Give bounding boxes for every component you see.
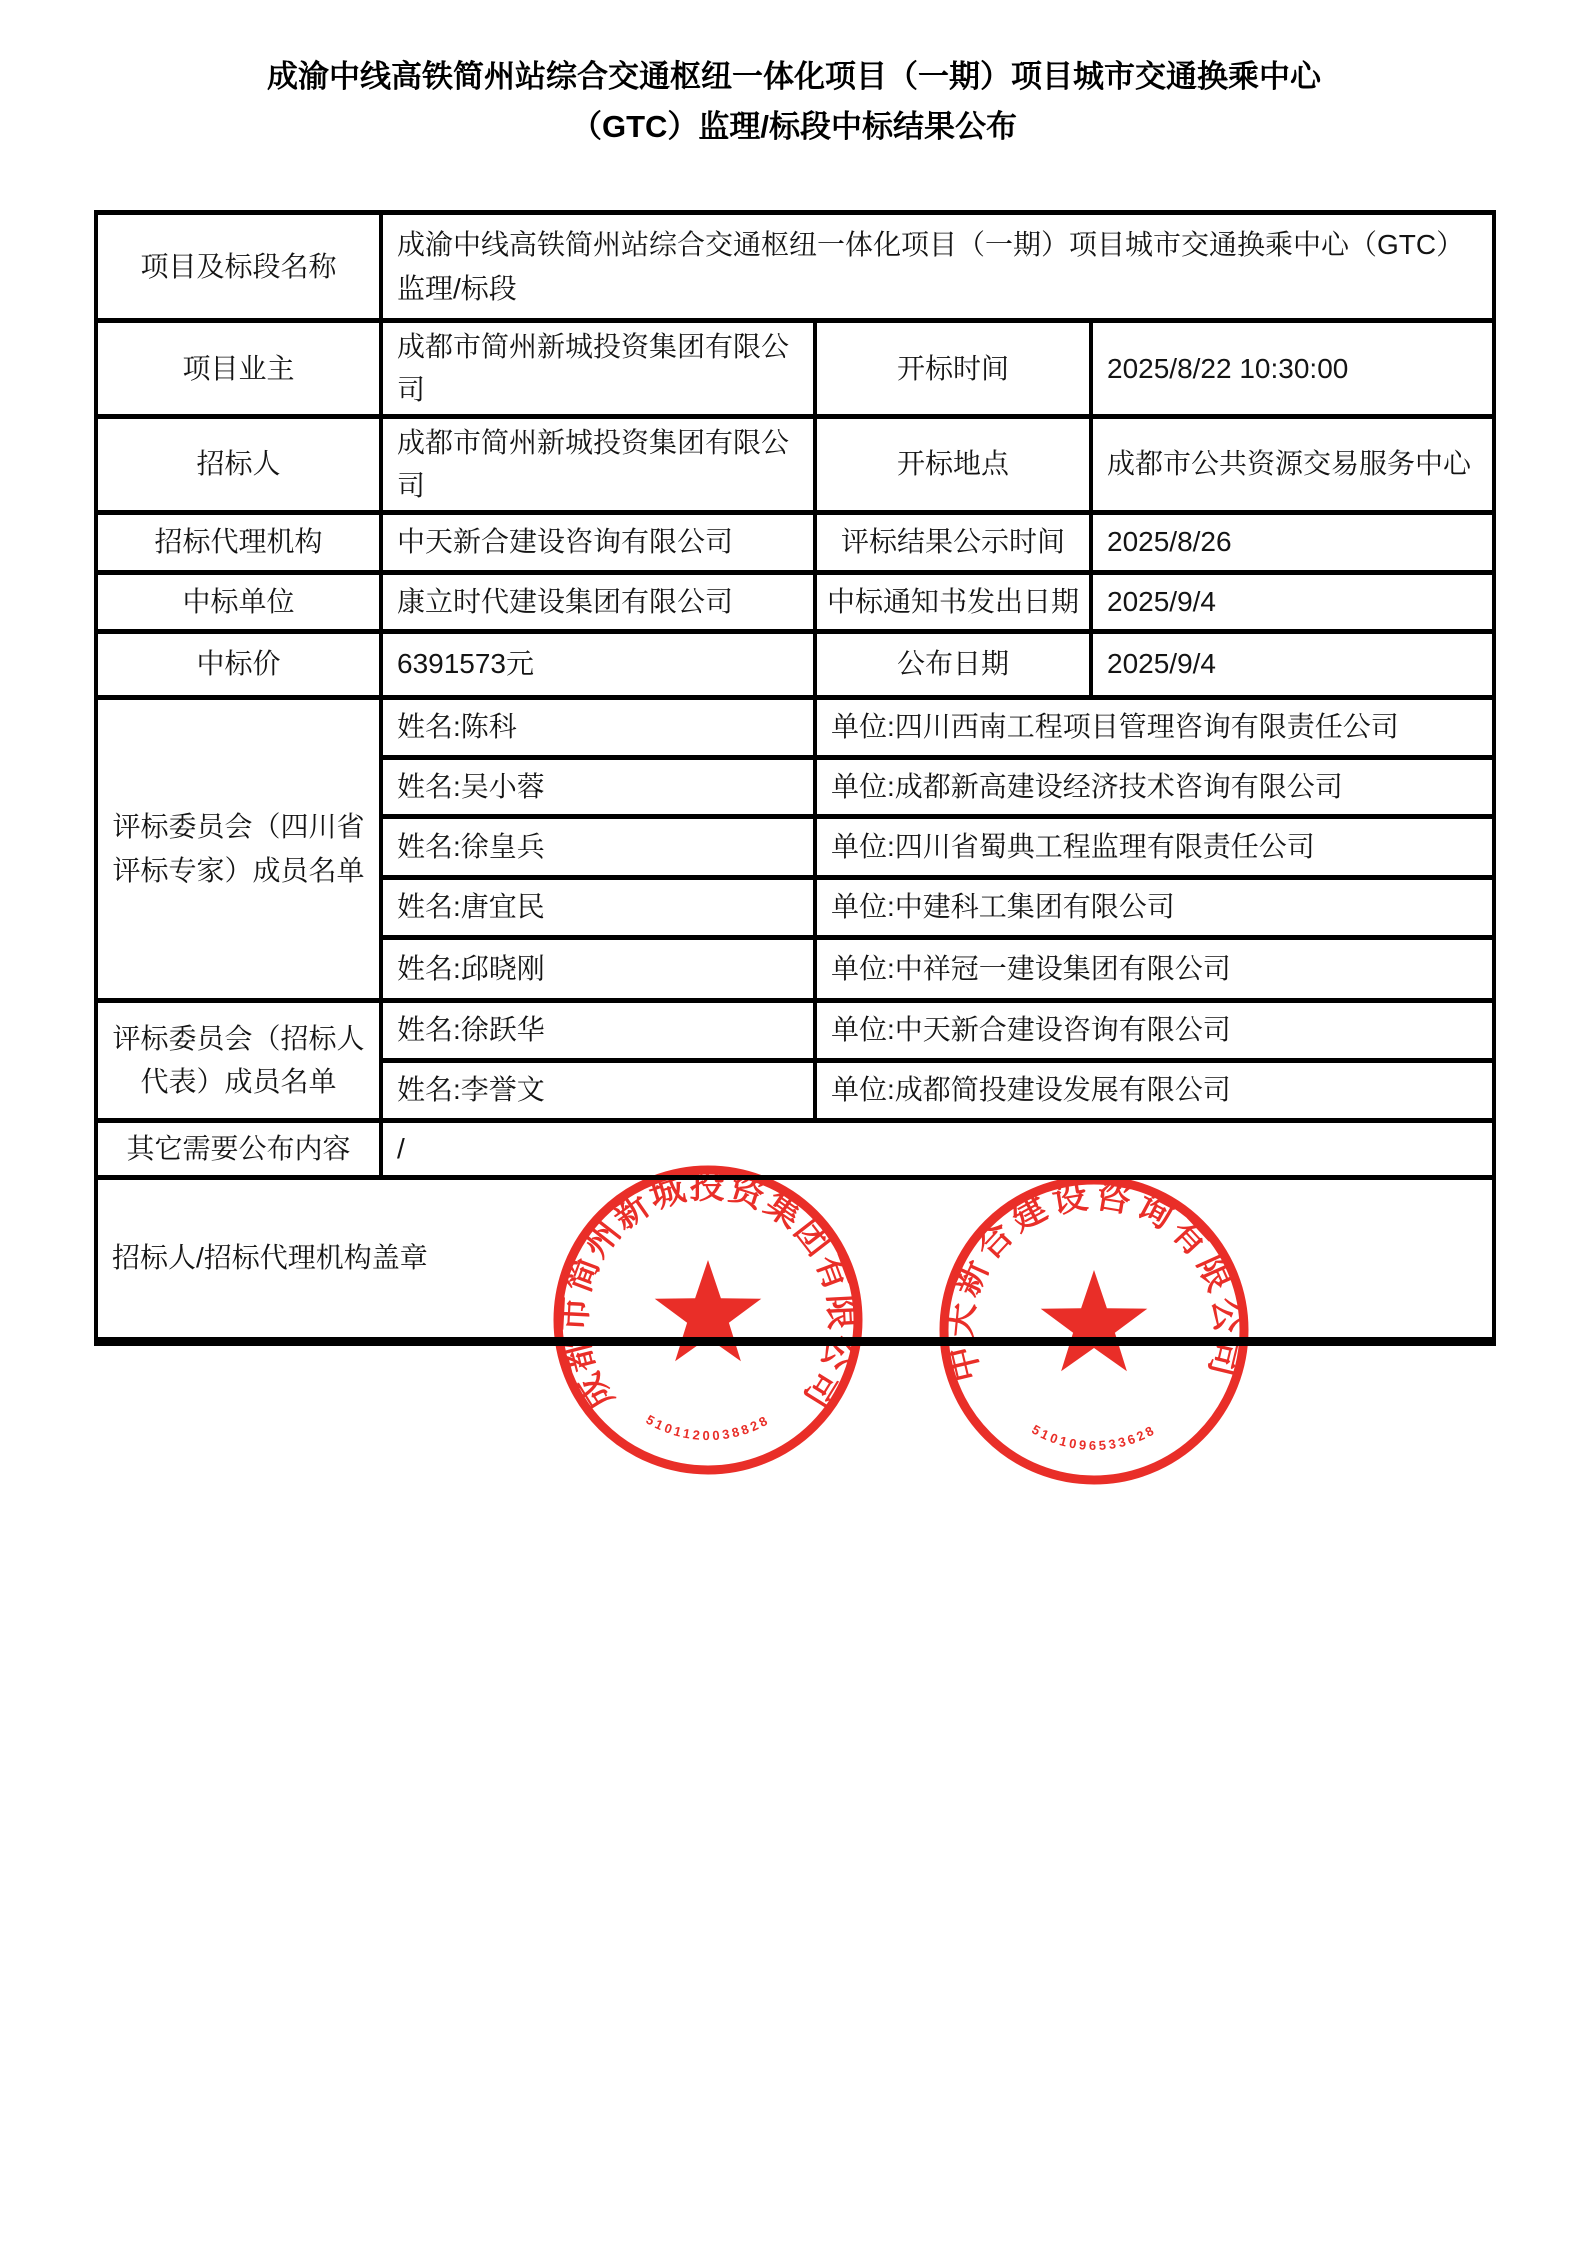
owner-value: 成都市简州新城投资集团有限公司	[381, 321, 815, 417]
eval-publicity-label: 评标结果公示时间	[815, 512, 1091, 572]
row-price	[96, 631, 1494, 697]
member-name: 姓名:李誉文	[381, 1060, 815, 1120]
member-name: 姓名:陈科	[381, 697, 815, 757]
other-label: 其它需要公布内容	[96, 1120, 381, 1177]
member-unit: 单位:成都新高建设经济技术咨询有限公司	[815, 757, 1494, 816]
seal-row-label: 招标人/招标代理机构盖章	[96, 1177, 1494, 1341]
eval-publicity-value: 2025/8/26	[1091, 512, 1494, 572]
publish-date-value: 2025/9/4	[1091, 631, 1494, 697]
member-name: 姓名:唐宜民	[381, 877, 815, 937]
winner-label: 中标单位	[96, 572, 381, 631]
stamp-company-text: 中天新合建设咨询有限公司	[939, 1175, 1249, 1386]
member-unit: 单位:四川省蜀典工程监理有限责任公司	[815, 816, 1494, 877]
row-project	[96, 213, 1494, 321]
row-tenderer	[96, 416, 1494, 512]
star-icon	[655, 1260, 762, 1361]
row-winner	[96, 572, 1494, 631]
stamp-code-text: 5101096533628	[1029, 1421, 1159, 1454]
winner-value: 康立时代建设集团有限公司	[381, 572, 815, 631]
member-unit: 单位:中天新合建设咨询有限公司	[815, 1000, 1494, 1060]
row-agency	[96, 512, 1494, 572]
owner-company-stamp	[546, 1158, 870, 1482]
notice-date-value: 2025/9/4	[1091, 572, 1494, 631]
member-name: 姓名:邱晓刚	[381, 937, 815, 1000]
member-unit: 单位:中祥冠一建设集团有限公司	[815, 937, 1494, 1000]
open-place-value: 成都市公共资源交易服务中心	[1091, 416, 1494, 512]
member-name: 姓名:吴小蓉	[381, 757, 815, 816]
member-name: 姓名:徐跃华	[381, 1000, 815, 1060]
page-title	[0, 52, 1588, 152]
other-value: /	[381, 1120, 1494, 1177]
price-value: 6391573元	[381, 631, 815, 697]
agency-value: 中天新合建设咨询有限公司	[381, 512, 815, 572]
notice-date-label: 中标通知书发出日期	[815, 572, 1091, 631]
rep-member-row	[96, 1000, 1494, 1060]
member-unit: 单位:中建科工集团有限公司	[815, 877, 1494, 937]
expert-member-row	[96, 697, 1494, 757]
project-value	[381, 213, 1494, 321]
expert-committee-label: 评标委员会（四川省评标专家）成员名单	[96, 697, 381, 1000]
member-unit: 单位:四川西南工程项目管理咨询有限责任公司	[815, 697, 1494, 757]
member-name: 姓名:徐皇兵	[381, 816, 815, 877]
stamp-company-text: 成都市简州新城投资集团有限公司	[554, 1166, 862, 1417]
tenderer-value: 成都市简州新城投资集团有限公司	[381, 416, 815, 512]
star-icon	[1041, 1270, 1148, 1371]
open-time-value: 2025/8/22 10:30:00	[1091, 321, 1494, 417]
rep-committee-label: 评标委员会（招标人代表）成员名单	[96, 1000, 381, 1120]
price-label: 中标价	[96, 631, 381, 697]
page-title-text: 成渝中线高铁简州站综合交通枢纽一体化项目（一期）项目城市交通换乘中心（GTC）监理/标段中标结果公布	[267, 59, 1321, 145]
row-owner	[96, 321, 1494, 417]
tenderer-label: 招标人	[96, 416, 381, 512]
stamp-code-text: 5101120038828	[643, 1411, 773, 1444]
owner-label: 项目业主	[96, 321, 381, 417]
agency-company-stamp	[932, 1168, 1256, 1492]
member-unit: 单位:成都简投建设发展有限公司	[815, 1060, 1494, 1120]
project-value-text: 成渝中线高铁简州站综合交通枢纽一体化项目（一期）项目城市交通换乘中心（GTC）监理/标段	[397, 229, 1451, 304]
publish-date-label: 公布日期	[815, 631, 1091, 697]
agency-label: 招标代理机构	[96, 512, 381, 572]
project-label: 项目及标段名称	[96, 213, 381, 321]
open-place-label: 开标地点	[815, 416, 1091, 512]
open-time-label: 开标时间	[815, 321, 1091, 417]
